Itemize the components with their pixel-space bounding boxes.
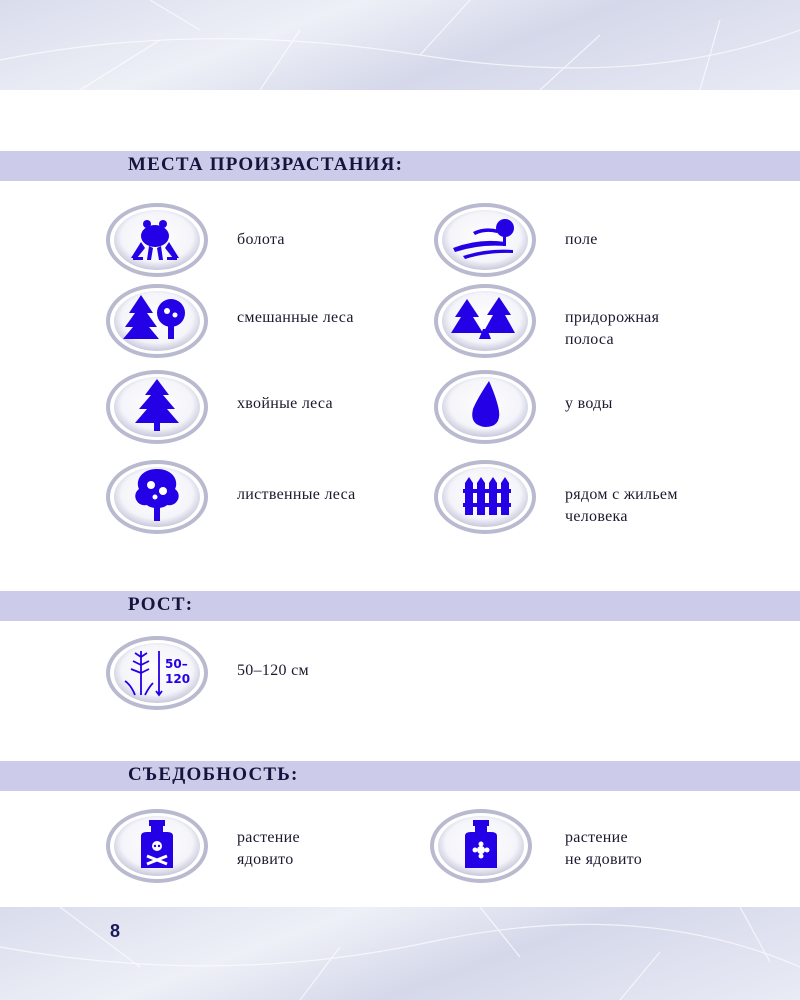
label-field: поле — [565, 231, 598, 248]
label-mixed-forest: смешанные леса — [237, 309, 354, 326]
label-near-homes: рядом с жильем человека — [565, 486, 678, 525]
label-roadside: придорожная полоса — [565, 309, 660, 348]
fence-icon — [433, 459, 537, 535]
label-deciduous-forest: лиственные леса — [237, 486, 356, 503]
section-title-edibility: СЪЕДОБНОСТЬ: — [128, 764, 299, 785]
top-decorative-band — [0, 0, 800, 90]
deciduous-forest-icon — [105, 459, 209, 535]
safe-bottle-icon — [429, 808, 533, 884]
section-bar-edibility — [0, 761, 800, 791]
section-title-height: РОСТ: — [128, 594, 194, 615]
height-icon-bottom-text: 120 — [165, 672, 191, 686]
section-bar-habitat — [0, 151, 800, 181]
poison-bottle-icon — [105, 808, 209, 884]
conifer-forest-icon — [105, 369, 209, 445]
label-swamp: болота — [237, 231, 285, 248]
label-water: у воды — [565, 395, 613, 412]
height-icon-top-text: 50– — [165, 657, 188, 671]
water-drop-icon — [433, 369, 537, 445]
height-value: 50–120 см — [237, 662, 309, 679]
section-title-habitat: МЕСТА ПРОИЗРАСТАНИЯ: — [128, 154, 404, 175]
roadside-icon — [433, 283, 537, 359]
label-poisonous: растение ядовито — [237, 829, 300, 868]
label-not-poisonous: растение не ядовито — [565, 829, 643, 868]
field-icon — [433, 202, 537, 278]
mixed-forest-icon — [105, 283, 209, 359]
section-bar-height — [0, 591, 800, 621]
swamp-icon — [105, 202, 209, 278]
label-conifer-forest: хвойные леса — [237, 395, 333, 412]
page-number: 8 — [110, 921, 121, 941]
plant-height-icon — [105, 635, 209, 711]
leaf-vein-texture — [0, 0, 800, 90]
